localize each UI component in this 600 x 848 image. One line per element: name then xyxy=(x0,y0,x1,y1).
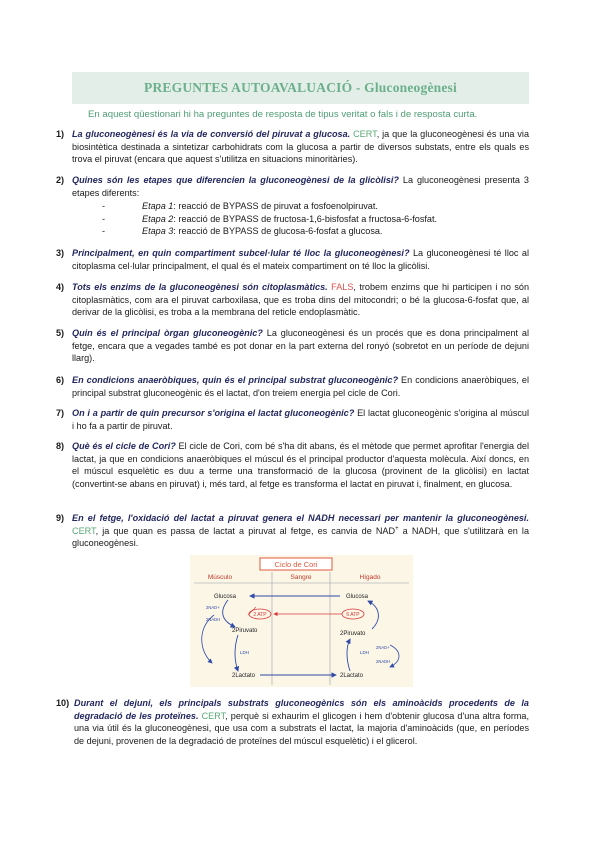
cori-cycle-diagram xyxy=(190,555,413,687)
question-number: 2) xyxy=(56,175,65,185)
question-text: Quin és el principal òrgan gluconeogènic? xyxy=(72,328,263,338)
liver-nad: 2NAD+ xyxy=(376,645,390,650)
stage-text: : reacció de BYPASS de fructosa-1,6-bisfosfat a fructosa-6-fosfat. xyxy=(173,213,438,224)
question-text: Principalment, en quin compartiment subcel·lular té lloc la gluconeogènesi? xyxy=(72,248,410,258)
stage-label: Etapa 2 xyxy=(142,213,174,224)
question-number: 7) xyxy=(56,408,65,418)
stage-text: : reacció de BYPASS de glucosa-6-fosfat a glucosa. xyxy=(173,226,383,236)
verdict-cert: CERT xyxy=(353,129,377,139)
verdict-cert: CERT xyxy=(201,710,226,721)
muscle-lactate: 2Lactato xyxy=(232,673,256,679)
page-title: PREGUNTES AUTOAVALUACIÓ - Gluconeogènesi xyxy=(144,80,457,95)
list-item: - Etapa 1: reacció de BYPASS de piruvat a fosfoenolpiruvat. xyxy=(102,201,378,211)
question-3 xyxy=(56,247,529,272)
question-text: Durant el dejuni, els principals substrats gluconeogènics són els aminoàcids procedents de la degradació de les proteïnes. xyxy=(74,698,529,721)
question-5 xyxy=(56,327,529,365)
question-10 xyxy=(56,697,529,747)
question-1 xyxy=(56,128,529,166)
question-text: En el fetge, l'oxidació del lactat a piruvat genera el NADH necessari per mantenir la gluconeogènesi. xyxy=(72,513,529,523)
question-2 xyxy=(56,174,529,238)
intro-text: En aquest qüestionari hi ha preguntes de resposta de tipus veritat o fals i de resposta curta. xyxy=(88,109,478,120)
answer-text: El cicle de Cori, com bé s'ha dit abans, és el mètode que permet aprofitar l'energia del lactat, ja que en condicions anaeròbiques el múscul és el principal productor d'aquesta molècula. Així doncs, en el múscul esquelètic es duu a terme una transformació de la glucosa (provinent de la glicòlisi) en lactat (convertint-se abans en piruvat) i, més tard, al fetge es transforma el lactat en piruvat i, finalment, en glucosa. xyxy=(72,441,529,489)
column-liver: Hígado xyxy=(359,574,381,581)
liver-glucose: Glucosa xyxy=(346,594,369,600)
muscle-pyruvate: 2Piruvato xyxy=(232,628,258,634)
column-blood: Sangre xyxy=(290,574,312,581)
question-text: Quines són les etapes que diferencien la gluconeogènesi de la glicòlisi? xyxy=(72,175,399,185)
question-4 xyxy=(56,281,529,319)
liver-lactate: 2Lactato xyxy=(340,673,364,679)
list-item: - Etapa 2: reacció de BYPASS de fructosa-1,6-bisfosfat a fructosa-6-fosfat. xyxy=(102,213,438,224)
answer-text: , perquè si exhaurim el glicogen i hem d'obtenir glucosa d'una altra forma, una via útil és la gluconeogènesi, que usa com a substrats el lactat, la majoria d'aminoàcids (que, en períodes de dejuni, provenen de la degradació de proteïnes del múscul esquelètic) i el glicerol. xyxy=(74,710,530,746)
answer-text: La gluconeogènesi presenta 3 etapes diferents: xyxy=(72,175,529,198)
question-number: 5) xyxy=(56,328,65,338)
verdict-cert: CERT xyxy=(72,525,96,536)
title-banner xyxy=(72,72,529,104)
answer-text: La gluconeogènesi és un procés que es dona principalment al fetge, encara que a vegades també es pot donar en la part externa del ronyó (sobretot en un període de dejuni llarg). xyxy=(72,328,529,363)
answer-text-end: a NADH, que s'utilitzarà en la gluconeogènesi. xyxy=(72,525,529,548)
question-text: La gluconeogènesi és la via de conversió del piruvat a glucosa. xyxy=(72,129,351,139)
answer-text: El lactat gluconeogènic s'origina al múscul i ho fa a partir de piruvat. xyxy=(72,408,529,431)
column-muscle: Músculo xyxy=(207,574,233,581)
question-7 xyxy=(56,407,529,432)
question-number: 9) xyxy=(56,513,65,523)
muscle-nad: 2NAD+ xyxy=(206,605,220,610)
question-8 xyxy=(56,440,529,490)
liver-nadh: 2NADH xyxy=(376,659,391,664)
liver-atp: 6 ATP xyxy=(346,612,360,618)
question-text: Què és el cicle de Cori? xyxy=(72,441,176,451)
question-text: On i a partir de quin precursor s'origina el lactat gluconeogènic? xyxy=(72,408,355,418)
question-6 xyxy=(56,374,529,399)
list-item: - Etapa 3: reacció de BYPASS de glucosa-6-fosfat a glucosa. xyxy=(102,226,383,236)
cori-cycle-svg xyxy=(190,555,413,687)
diagram-title: Ciclo de Cori xyxy=(274,560,318,569)
stage-label: Etapa 3 xyxy=(142,226,174,236)
liver-ldh: LDH xyxy=(360,650,370,655)
stage-text: : reacció de BYPASS de piruvat a fosfoenolpiruvat. xyxy=(173,201,378,211)
muscle-glucose: Glucosa xyxy=(214,594,237,600)
liver-pyruvate: 2Piruvato xyxy=(340,631,366,637)
answer-text: , ja que quan es passa de lactat a piruvat al fetge, es canvia de NAD xyxy=(95,525,396,536)
stages-list xyxy=(102,200,529,238)
question-number: 1) xyxy=(56,129,65,139)
question-number: 10) xyxy=(56,698,70,708)
answer-text: , trobem enzims que hi participen i no són citoplasmàtics, com ara el piruvat carboxilasa, que es troba dins del mitocondri; o bé la glucosa-6-fosfat que, al derivar de la glicòlisi, es troba a la membrana del reticle endoplasmàtic. xyxy=(72,282,530,317)
muscle-nadh: 2NADH xyxy=(206,617,221,622)
superscript-plus: + xyxy=(395,525,399,532)
verdict-fals: FALS xyxy=(331,282,354,292)
question-number: 8) xyxy=(56,441,65,451)
muscle-ldh: LDH xyxy=(240,650,250,655)
question-number: 3) xyxy=(56,248,65,258)
question-number: 6) xyxy=(56,375,65,385)
muscle-atp: 2 ATP xyxy=(253,612,267,618)
question-number: 4) xyxy=(56,282,65,292)
question-9 xyxy=(56,512,529,550)
stage-label: Etapa 1 xyxy=(142,201,174,211)
question-text: Tots els enzims de la gluconeogènesi són citoplasmàtics. xyxy=(72,282,328,292)
answer-text: , ja que la gluconeogènesi és una via biosintètica destinada a sintetizar carbohidrats com la glucosa a partir de diversos substats, entre els quals es trova el piruvat (encara que aquest s'utilitza en situacions minoritàries). xyxy=(72,129,529,164)
answer-text: En condicions anaeròbiques, el principal substrat gluconeogènic és el lactat, d'on treiem energia pel cicle de Cori. xyxy=(72,375,529,398)
question-text: En condicions anaeròbiques, quin és el principal substrat gluconeogènic? xyxy=(72,375,399,385)
answer-text: La gluconeogènesi té lloc al citoplasma cel·lular principalment, el qual és el mateix compartiment on té lloc la glicòlisi. xyxy=(72,248,529,271)
